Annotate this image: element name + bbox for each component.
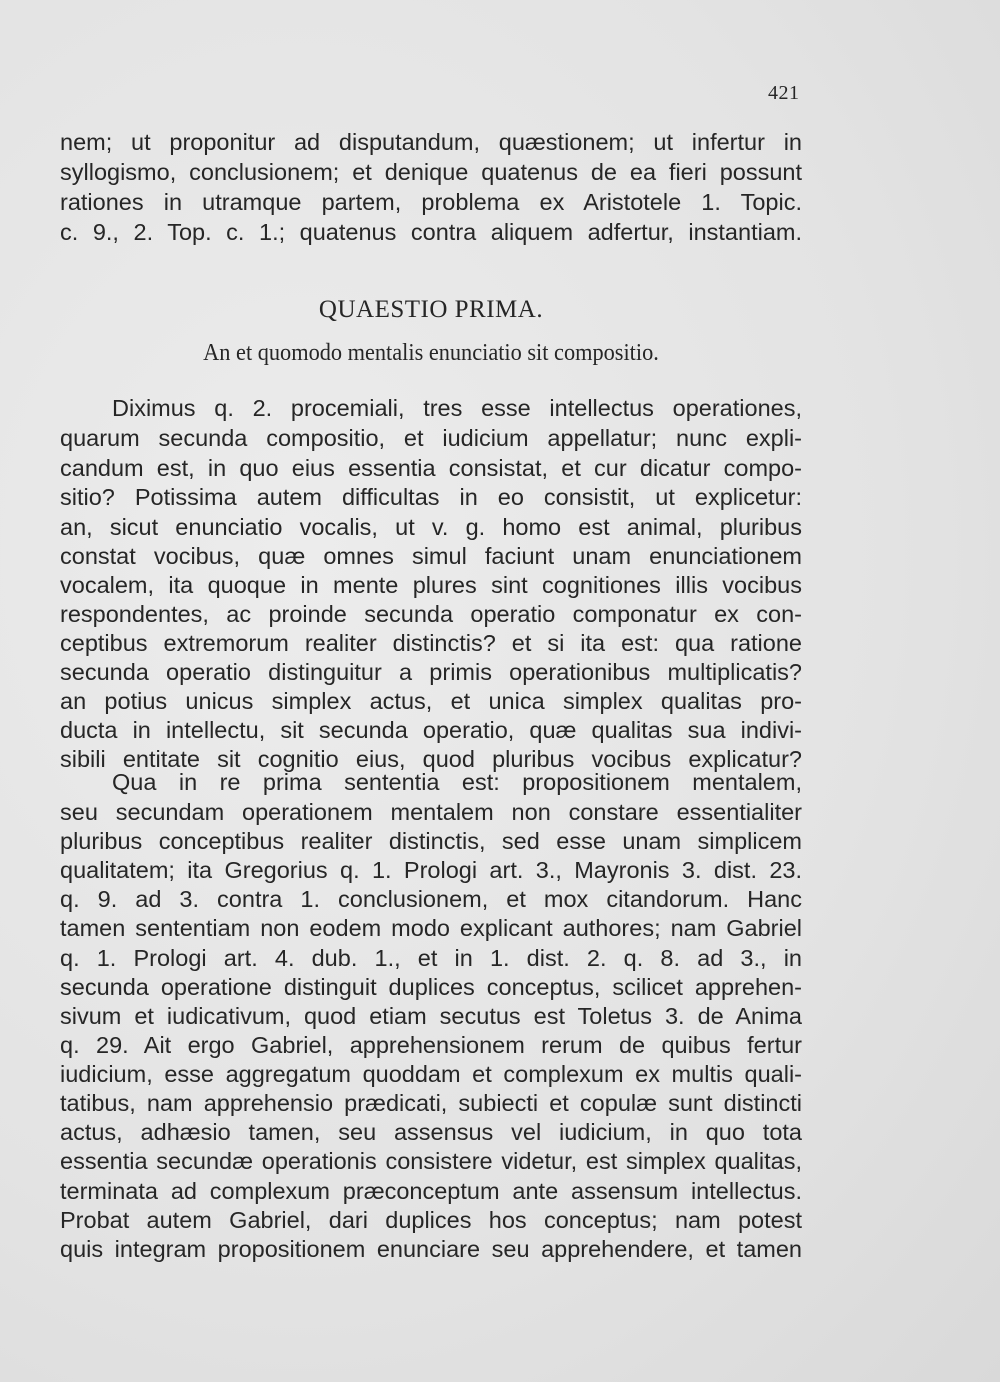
text-line: an, sicut enunciatio vocalis, ut v. g. homo est animal, pluribus bbox=[60, 514, 802, 540]
text-line: iudicium, esse aggregatum quoddam et complexum ex multis quali- bbox=[60, 1061, 802, 1087]
text-line: sitio? Potissima autem difficultas in eo consistit, ut explicetur: bbox=[60, 484, 802, 510]
text-line: syllogismo, conclusionem; et denique quatenus de ea fieri possunt bbox=[60, 159, 802, 185]
text-line: terminata ad complexum præconceptum ante assensum intellectus. bbox=[60, 1178, 802, 1204]
text-line: q. 29. Ait ergo Gabriel, apprehensionem rerum de quibus fertur bbox=[60, 1032, 802, 1058]
text-line: secunda operatione distinguit duplices conceptus, scilicet apprehen- bbox=[60, 974, 802, 1000]
text-line: q. 9. ad 3. contra 1. conclusionem, et mox citandorum. Hanc bbox=[60, 886, 802, 912]
section-heading: QUAESTIO PRIMA. bbox=[318, 296, 544, 323]
text-line: quarum secunda compositio, et iudicium appellatur; nunc expli- bbox=[60, 425, 802, 451]
text-line: ceptibus extremorum realiter distinctis? et si ita est: qua ratione bbox=[60, 630, 802, 656]
text-line: nem; ut proponitur ad disputandum, quæstionem; ut infertur in bbox=[60, 129, 802, 155]
text-line: c. 9., 2. Top. c. 1.; quatenus contra aliquem adfertur, instantiam. bbox=[60, 219, 802, 245]
text-line: pluribus conceptibus realiter distinctis, sed esse unam simplicem bbox=[60, 828, 802, 854]
text-line: seu secundam operationem mentalem non constare essentialiter bbox=[60, 799, 802, 825]
text-line: ducta in intellectu, sit secunda operatio, quæ qualitas sua indivi- bbox=[60, 717, 802, 743]
text-line: tamen sententiam non eodem modo explicant authores; nam Gabriel bbox=[60, 915, 802, 941]
text-line: vocalem, ita quoque in mente plures sint cognitiones illis vocibus bbox=[60, 572, 802, 598]
text-line: sibili entitate sit cognitio eius, quod pluribus vocibus explicatur? bbox=[60, 746, 802, 772]
text-line: constat vocibus, quæ omnes simul faciunt unam enunciationem bbox=[60, 543, 802, 569]
text-line: q. 1. Prologi art. 4. dub. 1., et in 1. dist. 2. q. 8. ad 3., in bbox=[60, 945, 802, 971]
text-line: quis integram propositionem enunciare seu apprehendere, et tamen bbox=[60, 1236, 802, 1262]
text-line: qualitatem; ita Gregorius q. 1. Prologi art. 3., Mayronis 3. dist. 23. bbox=[60, 857, 802, 883]
text-line: Qua in re prima sententia est: propositionem mentalem, bbox=[112, 769, 802, 795]
text-line: actus, adhæsio tamen, seu assensus vel iudicium, in quo tota bbox=[60, 1119, 802, 1145]
text-line: sivum et iudicativum, quod etiam secutus est Toletus 3. de Anima bbox=[60, 1003, 802, 1029]
text-line: secunda operatio distinguitur a primis operationibus multiplicatis? bbox=[60, 659, 802, 685]
text-line: candum est, in quo eius essentia consistat, et cur dicatur compo- bbox=[60, 455, 802, 481]
text-line: respondentes, ac proinde secunda operatio componatur ex con- bbox=[60, 601, 802, 627]
text-line: Probat autem Gabriel, dari duplices hos conceptus; nam potest bbox=[60, 1207, 802, 1233]
text-line: tatibus, nam apprehensio prædicati, subiecti et copulæ sunt distincti bbox=[60, 1090, 802, 1116]
text-line: essentia secundæ operationis consistere videtur, est simplex qualitas, bbox=[60, 1148, 802, 1174]
section-subheading: An et quomodo mentalis enunciatio sit compositio. bbox=[203, 340, 659, 366]
text-line: rationes in utramque partem, problema ex Aristotele 1. Topic. bbox=[60, 189, 802, 215]
text-line: an potius unicus simplex actus, et unica simplex qualitas pro- bbox=[60, 688, 802, 714]
page-number: 421 bbox=[768, 82, 800, 104]
text-line: Diximus q. 2. procemiali, tres esse intellectus operationes, bbox=[112, 395, 802, 421]
